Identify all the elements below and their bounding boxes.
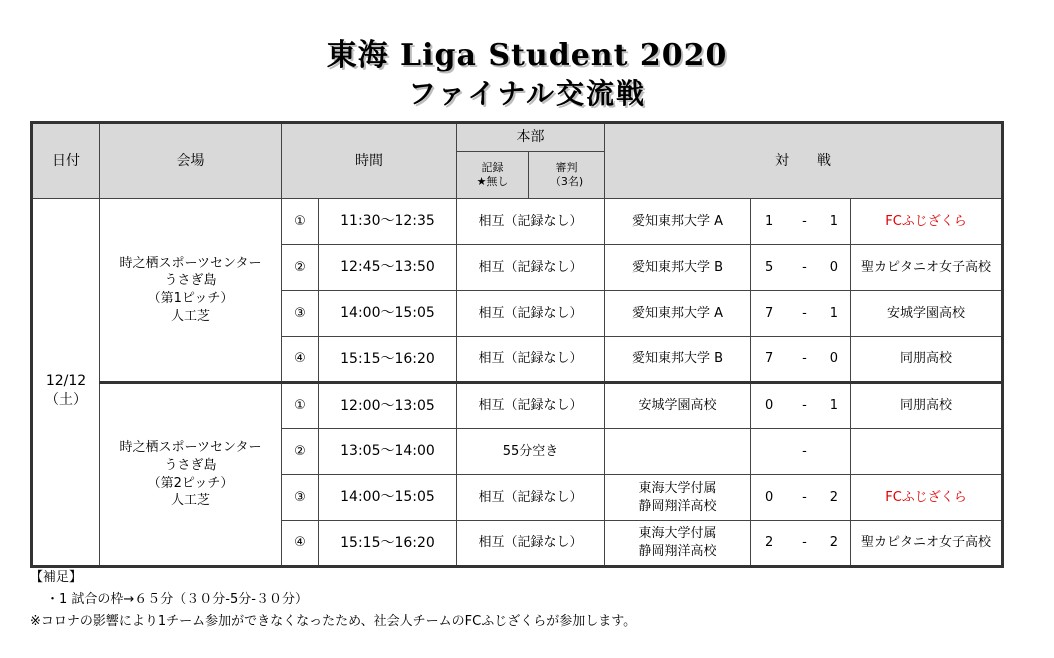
hq-cell: 55分空き — [457, 429, 605, 475]
score-dash: - — [789, 199, 821, 245]
home-score: 0 — [751, 383, 789, 429]
notes-line1: ・1 試合の枠→６５分（３０分-5分-３０分） — [46, 592, 308, 607]
home-score — [751, 429, 789, 475]
notes — [30, 567, 636, 633]
home-score: 2 — [751, 521, 789, 567]
match-time: 13:05～14:00 — [319, 429, 457, 475]
away-team: 同朋高校 — [851, 383, 1003, 429]
hq-cell: 相互（記録なし） — [457, 199, 605, 245]
notes-heading: 【補足】 — [30, 570, 83, 585]
title-line1: 東海 Liga Student 2020 — [326, 38, 728, 73]
away-team: FCふじざくら — [851, 199, 1003, 245]
away-team: 安城学園高校 — [851, 291, 1003, 337]
match-time: 14:00～15:05 — [319, 475, 457, 521]
table-row — [32, 199, 1003, 245]
home-team: 愛知東邦大学 A — [605, 199, 751, 245]
venue-cell: 時之栖スポーツセンター うさぎ島 （第1ピッチ） 人工芝 — [100, 199, 282, 383]
match-time: 15:15～16:20 — [319, 337, 457, 383]
score-dash: - — [789, 337, 821, 383]
home-team: 東海大学付属 静岡翔洋高校 — [605, 475, 751, 521]
away-score: 2 — [821, 475, 851, 521]
score-dash: - — [789, 383, 821, 429]
title-line2: ファイナル交流戦 — [407, 77, 647, 110]
away-team — [851, 429, 1003, 475]
hq-cell: 相互（記録なし） — [457, 475, 605, 521]
hq-cell: 相互（記録なし） — [457, 337, 605, 383]
hq-cell: 相互（記録なし） — [457, 245, 605, 291]
away-team: 同朋高校 — [851, 337, 1003, 383]
score-dash: - — [789, 291, 821, 337]
match-number: ④ — [282, 337, 319, 383]
hq-cell: 相互（記録なし） — [457, 291, 605, 337]
venue-cell: 時之栖スポーツセンター うさぎ島 （第2ピッチ） 人工芝 — [100, 383, 282, 567]
match-time: 12:45～13:50 — [319, 245, 457, 291]
header-hq: 本部 — [457, 123, 605, 152]
score-dash: - — [789, 475, 821, 521]
match-number: ③ — [282, 475, 319, 521]
match-time: 11:30～12:35 — [319, 199, 457, 245]
hq-cell: 相互（記録なし） — [457, 383, 605, 429]
home-team: 安城学園高校 — [605, 383, 751, 429]
match-time: 12:00～13:05 — [319, 383, 457, 429]
notes-line2: ※コロナの影響により1チーム参加ができなくなったため、社会人チームのFCふじざくらが参加します。 — [30, 614, 637, 629]
score-dash: - — [789, 245, 821, 291]
match-number: ① — [282, 199, 319, 245]
away-score: 1 — [821, 383, 851, 429]
header-date: 日付 — [32, 123, 100, 199]
score-dash: - — [789, 521, 821, 567]
match-number: ② — [282, 429, 319, 475]
header-match: 対 戦 — [605, 123, 1003, 199]
home-score: 7 — [751, 291, 789, 337]
match-number: ④ — [282, 521, 319, 567]
schedule-body — [32, 199, 1003, 567]
match-time: 14:00～15:05 — [319, 291, 457, 337]
schedule-table — [30, 121, 1004, 568]
hq-cell: 相互（記録なし） — [457, 521, 605, 567]
score-dash: - — [789, 429, 821, 475]
away-team: 聖カピタニオ女子高校 — [851, 245, 1003, 291]
match-number: ① — [282, 383, 319, 429]
date-cell: 12/12 （土） — [32, 199, 100, 567]
home-team: 愛知東邦大学 B — [605, 245, 751, 291]
match-time: 15:15～16:20 — [319, 521, 457, 567]
away-score: 0 — [821, 337, 851, 383]
table-row — [32, 383, 1003, 429]
home-team: 愛知東邦大学 A — [605, 291, 751, 337]
header-venue: 会場 — [100, 123, 282, 199]
away-score: 1 — [821, 291, 851, 337]
away-score — [821, 429, 851, 475]
header-referee: 審判 （3名) — [529, 152, 605, 199]
header-record: 記録 ★無し — [457, 152, 529, 199]
home-team: 愛知東邦大学 B — [605, 337, 751, 383]
away-score: 2 — [821, 521, 851, 567]
match-number: ③ — [282, 291, 319, 337]
home-score: 7 — [751, 337, 789, 383]
home-team — [605, 429, 751, 475]
away-team: FCふじざくら — [851, 475, 1003, 521]
away-team: 聖カピタニオ女子高校 — [851, 521, 1003, 567]
home-score: 0 — [751, 475, 789, 521]
header-time: 時間 — [282, 123, 457, 199]
match-number: ② — [282, 245, 319, 291]
home-score: 5 — [751, 245, 789, 291]
away-score: 1 — [821, 199, 851, 245]
home-score: 1 — [751, 199, 789, 245]
away-score: 0 — [821, 245, 851, 291]
home-team: 東海大学付属 静岡翔洋高校 — [605, 521, 751, 567]
